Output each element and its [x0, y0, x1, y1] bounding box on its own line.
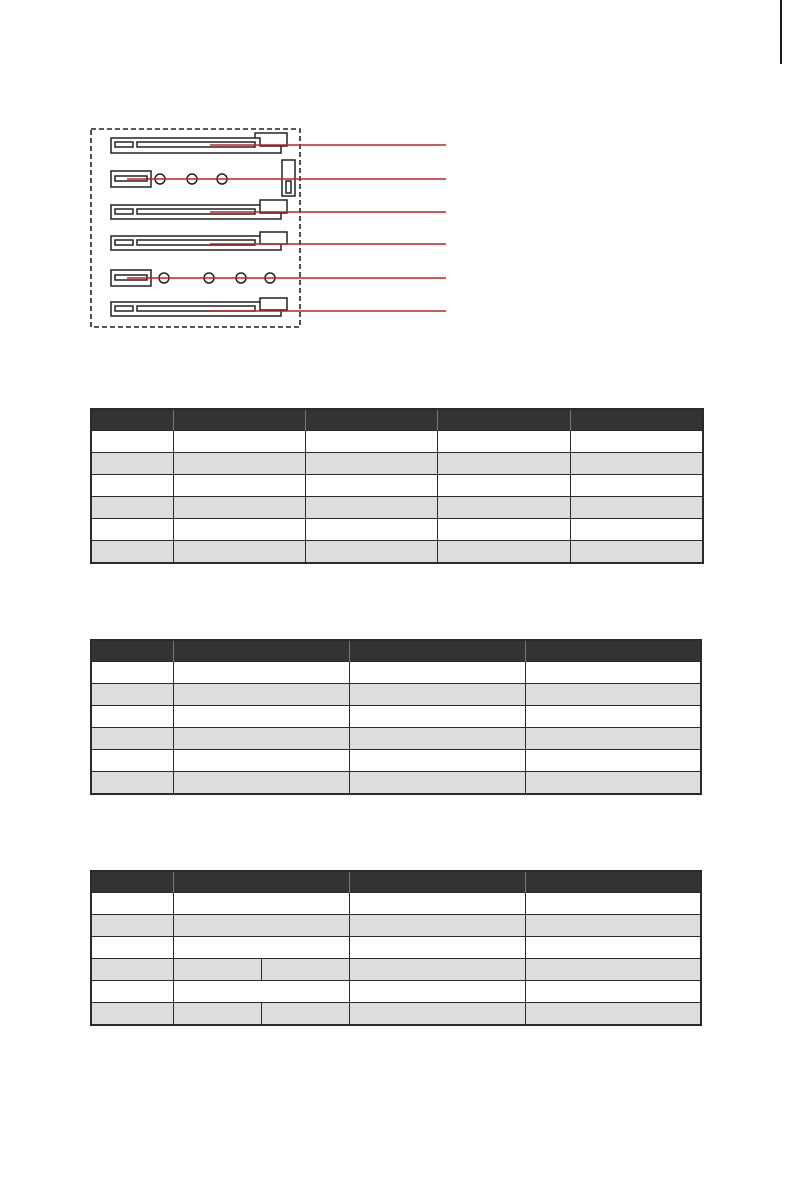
table-cell [91, 937, 173, 959]
table-cell [437, 541, 570, 564]
spec-table-1 [90, 408, 704, 564]
table-cell [570, 475, 703, 497]
table-cell [525, 662, 701, 684]
table-cell [437, 453, 570, 475]
table-row [91, 541, 703, 564]
table-cell [349, 981, 525, 1003]
table-cell [91, 431, 173, 453]
header-cell [525, 640, 701, 662]
table-cell [173, 497, 305, 519]
table-cell [261, 959, 349, 981]
table-cell [349, 1003, 525, 1026]
table-cell [349, 937, 525, 959]
table-cell [437, 497, 570, 519]
table-cell [173, 893, 349, 915]
spec-table-3 [90, 870, 702, 1026]
header-cell [570, 409, 703, 431]
header-cell [173, 409, 305, 431]
table-cell [570, 519, 703, 541]
table-cell [570, 431, 703, 453]
table-cell [305, 431, 437, 453]
table-row [91, 431, 703, 453]
table-cell [525, 915, 701, 937]
table-cell [570, 497, 703, 519]
table-cell [570, 453, 703, 475]
pcie-x16-slot-2 [111, 200, 287, 219]
table-cell [173, 431, 305, 453]
table-cell [525, 728, 701, 750]
table-cell [349, 772, 525, 795]
table-cell [349, 684, 525, 706]
table-cell [173, 519, 305, 541]
table-row [91, 959, 701, 981]
table-row [91, 893, 701, 915]
table-cell [525, 981, 701, 1003]
header-cell [437, 409, 570, 431]
table-cell [173, 937, 349, 959]
table-cell [173, 728, 349, 750]
table-row [91, 662, 701, 684]
table-header-row [91, 409, 703, 431]
table-row [91, 728, 701, 750]
table-cell [91, 981, 173, 1003]
table-cell [349, 915, 525, 937]
table-cell [437, 519, 570, 541]
table-cell [91, 475, 173, 497]
table-cell [349, 959, 525, 981]
table-cell [437, 475, 570, 497]
table-cell [91, 662, 173, 684]
table-row [91, 684, 701, 706]
table-cell [349, 728, 525, 750]
table-cell [173, 772, 349, 795]
header-cell [305, 409, 437, 431]
table-cell [349, 706, 525, 728]
header-cell [349, 640, 525, 662]
table-cell [173, 475, 305, 497]
header-cell [91, 409, 173, 431]
side-connector [282, 160, 295, 196]
table-cell [91, 915, 173, 937]
table-cell [91, 541, 173, 564]
table-cell [173, 706, 349, 728]
table-cell [525, 893, 701, 915]
table-cell [525, 706, 701, 728]
header-cell [173, 640, 349, 662]
pcie-x16-slot-1 [111, 133, 287, 153]
table-cell [91, 497, 173, 519]
table-cell [91, 519, 173, 541]
table-cell [525, 684, 701, 706]
table-cell [91, 1003, 173, 1026]
table-cell [525, 959, 701, 981]
table-row [91, 772, 701, 795]
table-header-row [91, 640, 701, 662]
table-row [91, 981, 701, 1003]
table-cell [437, 431, 570, 453]
table-cell [173, 750, 349, 772]
table-row [91, 453, 703, 475]
table-cell [173, 1003, 261, 1026]
table-cell [91, 750, 173, 772]
table-cell [173, 662, 349, 684]
table-cell [91, 706, 173, 728]
table-row [91, 706, 701, 728]
table-header-row [91, 871, 701, 893]
header-cell [349, 871, 525, 893]
table-cell [91, 453, 173, 475]
table-cell [173, 541, 305, 564]
table-row [91, 1003, 701, 1026]
table-cell [305, 497, 437, 519]
table-row [91, 937, 701, 959]
pcie-slot-diagram [0, 0, 794, 340]
table-cell [173, 959, 261, 981]
table-cell [91, 728, 173, 750]
table-cell [91, 893, 173, 915]
table-cell [91, 684, 173, 706]
table-row [91, 750, 701, 772]
pcie-x16-slot-4 [111, 298, 287, 316]
pcie-x16-slot-3 [111, 232, 287, 250]
table-cell [173, 453, 305, 475]
table-cell [173, 981, 349, 1003]
table-row [91, 915, 701, 937]
header-cell [91, 871, 173, 893]
spec-table-2 [90, 639, 702, 795]
table-cell [349, 662, 525, 684]
header-cell [173, 871, 349, 893]
table-cell [91, 772, 173, 795]
table-cell [525, 937, 701, 959]
table-row [91, 497, 703, 519]
table-cell [305, 453, 437, 475]
table-cell [525, 1003, 701, 1026]
table-cell [570, 541, 703, 564]
table-cell [349, 750, 525, 772]
table-cell [305, 475, 437, 497]
table-cell [261, 1003, 349, 1026]
header-cell [525, 871, 701, 893]
table-cell [91, 959, 173, 981]
header-cell [91, 640, 173, 662]
table-cell [349, 893, 525, 915]
table-row [91, 519, 703, 541]
table-cell [525, 750, 701, 772]
table-cell [173, 915, 349, 937]
table-cell [525, 772, 701, 795]
table-cell [305, 519, 437, 541]
table-cell [305, 541, 437, 564]
table-cell [173, 684, 349, 706]
table-row [91, 475, 703, 497]
